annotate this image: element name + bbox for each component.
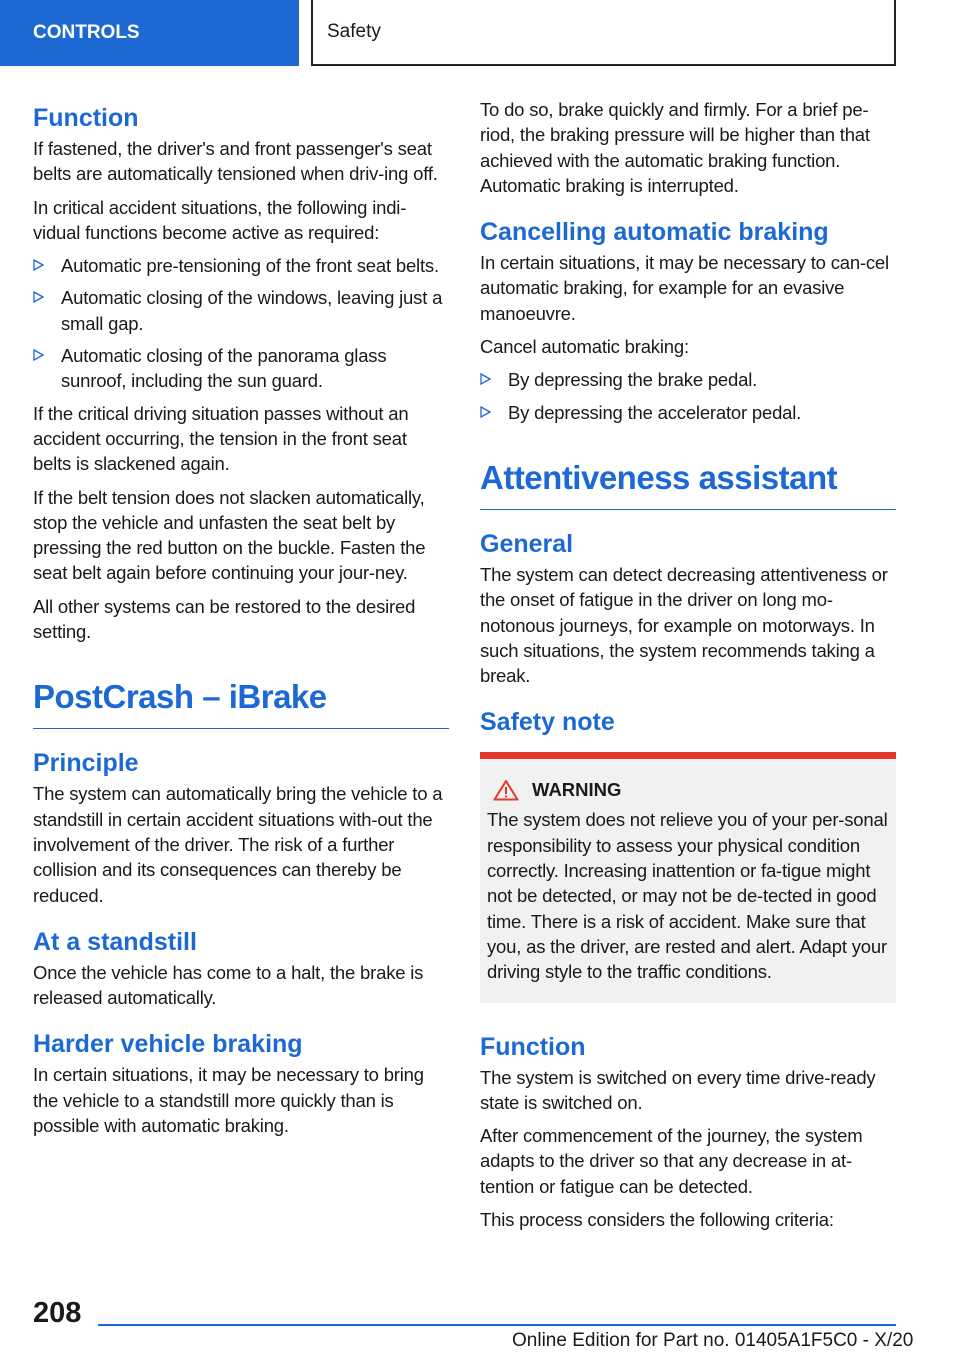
paragraph: In certain situations, it may be necessary to can-cel automatic braking, for example for an evasive manoeuvre. xyxy=(480,252,889,324)
paragraph: If fastened, the driver's and front passenger's seat belts are automatically tensioned when driv-ing off. xyxy=(33,138,438,185)
paragraph: Once the vehicle has come to a halt, the brake is released automatically. xyxy=(33,961,424,1009)
paragraph: The system can detect decreasing attentiveness or the onset of fatigue in the driver on long mo-notonous journeys, for example on motorways. In such situations, the system recommends taking a break. xyxy=(480,563,888,687)
safety-note-heading: Safety note xyxy=(480,708,615,737)
function-heading: Function xyxy=(33,104,139,132)
warning-box xyxy=(480,752,896,1002)
paragraph: This process considers the following criteria: xyxy=(480,1209,834,1231)
edition-footer: Online Edition for Part no. 01405A1F5C0 - X/20 xyxy=(512,1330,914,1351)
paragraph: In certain situations, it may be necessary to bring the vehicle to a standstill more quickly than is possible with automatic braking. xyxy=(33,1064,424,1137)
principle-heading: Principle xyxy=(33,749,139,778)
triangle-bullet-icon xyxy=(33,349,44,361)
triangle-bullet-icon xyxy=(480,373,491,385)
paragraph: All other systems can be restored to the desired setting. xyxy=(33,595,416,643)
function-heading: Function xyxy=(480,1032,586,1061)
attentiveness-heading: Attentiveness assistant xyxy=(480,455,896,510)
paragraph: The system can automatically bring the vehicle to a standstill in certain accident situations with-out the involvement of the driver. The risk of a further collision and its consequences can thereby be reduced. xyxy=(33,783,443,906)
footer-rule xyxy=(98,1324,896,1326)
paragraph: If the critical driving situation passes without an accident occurring, the tension in the front seat belts is slackened again. xyxy=(33,402,409,475)
standstill-heading: At a standstill xyxy=(33,927,197,956)
paragraph: To do so, brake quickly and firmly. For a brief pe-riod, the braking pressure will be higher than that achieved with the automatic braking function. Automatic braking is interrupted. xyxy=(480,99,870,196)
paragraph: If the belt tension does not slacken automatically, stop the vehicle and unfasten the seat belt by pressing the red button on the buckle. Fasten the seat belt again before continuing your jour-ney. xyxy=(33,486,426,584)
warning-text: The system does not relieve you of your per-sonal responsibility to assess your physical condition correctly. Increasing inattention or fa-tigue might not be detected, or may not be de-tected in good time. There is a risk of accident. Make sure that you, as the driver, are rested and alert. Adapt your driving style to the traffic conditions. xyxy=(487,809,888,983)
general-heading: General xyxy=(480,529,574,558)
paragraph: Cancel automatic braking: xyxy=(480,336,689,358)
left-column xyxy=(33,100,449,1146)
triangle-bullet-icon xyxy=(33,259,44,271)
page-header xyxy=(0,0,960,66)
section-tab: CONTROLS xyxy=(0,0,299,66)
postcrash-heading: PostCrash – iBrake xyxy=(33,674,449,729)
harder-braking-heading: Harder vehicle braking xyxy=(33,1030,303,1059)
function-list xyxy=(33,253,449,393)
right-column xyxy=(480,97,896,1240)
list-item: By depressing the brake pedal. xyxy=(480,367,896,392)
paragraph: The system is switched on every time drive-ready state is switched on. xyxy=(480,1066,876,1113)
cancel-braking-heading: Cancelling automatic braking xyxy=(480,218,829,247)
page-number: 208 xyxy=(33,1297,82,1329)
paragraph: In critical accident situations, the following indi-vidual functions become active as required: xyxy=(33,196,407,243)
cancel-list xyxy=(480,367,896,425)
list-item: By depressing the accelerator pedal. xyxy=(480,400,896,425)
paragraph: After commencement of the journey, the system adapts to the driver so that any decrease in at-tention or fatigue can be detected. xyxy=(480,1125,863,1197)
triangle-bullet-icon xyxy=(33,291,44,303)
warning-triangle-icon xyxy=(493,779,519,801)
warning-header xyxy=(487,779,888,801)
list-item: Automatic closing of the panorama glass sunroof, including the sun guard. xyxy=(33,343,449,394)
list-item: Automatic closing of the windows, leaving just a small gap. xyxy=(33,285,449,336)
list-item: Automatic pre-tensioning of the front seat belts. xyxy=(33,253,449,278)
triangle-bullet-icon xyxy=(480,406,491,418)
warning-title: WARNING xyxy=(532,779,622,801)
chapter-tab: Safety xyxy=(311,0,896,66)
